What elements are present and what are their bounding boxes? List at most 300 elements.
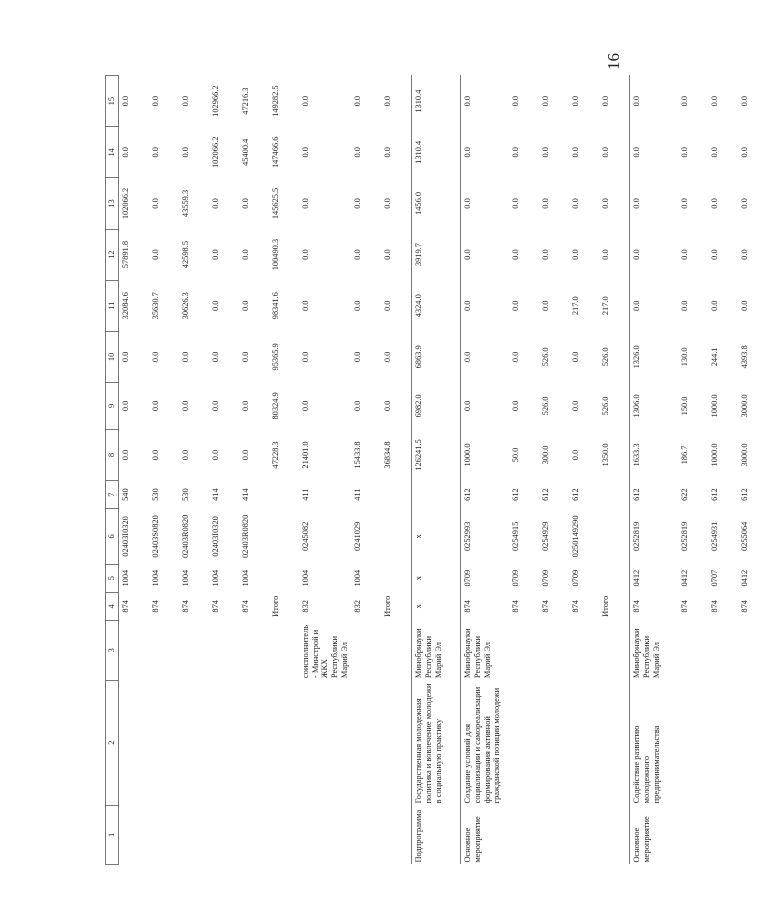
column-number-row: [106, 76, 119, 865]
table-cell: 0.0: [151, 95, 160, 107]
column-header: 12: [106, 229, 119, 280]
table-cell: 47228.3: [271, 441, 280, 469]
table-cell: [381, 620, 412, 680]
table-cell: 3000.0: [740, 443, 750, 467]
table-cell: 0.0: [241, 449, 250, 461]
column-header: 15: [106, 76, 119, 127]
table-cell: 0.0: [301, 351, 310, 363]
table-cell: 874: [710, 600, 720, 613]
table-row: [149, 76, 179, 865]
table-cell: 0.0: [151, 449, 160, 461]
table-cell: 1004: [121, 569, 130, 587]
table-row: [299, 76, 351, 865]
table-cell: 02403R0820: [181, 514, 190, 559]
table-row: [599, 76, 630, 865]
table-cell: 1004: [353, 569, 363, 587]
table-cell: 95365.9: [271, 343, 280, 371]
table-cell: [569, 805, 599, 864]
table-cell: 1310.4: [412, 76, 461, 127]
table-cell: [569, 620, 599, 680]
table-cell: 0.0: [383, 351, 393, 363]
table-cell: 0.0: [241, 249, 250, 260]
table-cell: 0.0: [680, 249, 690, 260]
table-cell: 1000.0: [461, 429, 510, 480]
table-cell: [599, 481, 630, 509]
table-cell: [209, 680, 239, 805]
table-cell: 02403R0820: [241, 514, 250, 559]
table-cell: 0.0: [601, 249, 611, 260]
table-cell: 0.0: [353, 147, 363, 158]
table-cell: 0.0: [383, 300, 393, 311]
table-row: [738, 76, 768, 865]
table-cell: 45400.4: [241, 138, 250, 166]
table-cell: 47216.3: [241, 87, 250, 115]
table-cell: 6863.9: [412, 331, 461, 382]
table-cell: 0.0: [181, 400, 190, 412]
table-cell: [149, 620, 179, 680]
table-row: [119, 76, 150, 865]
table-cell: 526.0: [541, 347, 551, 367]
table-cell: [269, 805, 299, 864]
table-cell: 0.0: [301, 95, 310, 107]
table-cell: 0254929: [541, 521, 551, 552]
table-cell: 0.0: [353, 400, 363, 412]
table-cell: Государственная молодежная политика и вовлечение молодежи в социальную практику: [412, 680, 461, 805]
table-cell: 0245082: [301, 521, 310, 552]
table-cell: 217.0: [601, 296, 611, 316]
table-cell: 217.0: [571, 296, 581, 316]
table-cell: 0.0: [353, 249, 363, 260]
table-cell: [412, 481, 461, 509]
table-cell: 612: [541, 488, 551, 501]
table-cell: [509, 680, 539, 805]
table-cell: [509, 620, 539, 680]
table-cell: 0.0: [121, 147, 130, 158]
table-cell: [599, 509, 630, 564]
table-cell: 0.0: [511, 300, 521, 311]
table-row: [630, 76, 679, 865]
table-cell: 130.0: [680, 347, 690, 367]
table-cell: 0.0: [241, 351, 250, 363]
table-cell: 0252993: [461, 509, 510, 564]
table-cell: 0.0: [710, 249, 720, 260]
table-cell: 0.0: [353, 95, 363, 107]
table-cell: 0.0: [181, 147, 190, 158]
table-cell: 0412: [680, 569, 690, 587]
table-cell: x: [412, 564, 461, 592]
table-cell: 0.0: [541, 198, 551, 209]
table-cell: Основное мероприятие: [461, 805, 510, 864]
table-cell: 0.0: [461, 280, 510, 331]
table-cell: [119, 680, 150, 805]
table-cell: 0.0: [383, 198, 393, 209]
table-cell: 0.0: [740, 198, 750, 209]
table-row: [239, 76, 269, 865]
table-cell: 0.0: [710, 300, 720, 311]
table-cell: [599, 564, 630, 592]
table-cell: 530: [151, 488, 160, 501]
table-cell: 612: [461, 481, 510, 509]
column-header: 2: [106, 680, 119, 805]
table-cell: 0.0: [181, 449, 190, 461]
table-cell: 0.0: [740, 249, 750, 260]
table-cell: 0.0: [680, 95, 690, 107]
table-cell: [209, 620, 239, 680]
table-cell: 1004: [181, 569, 190, 587]
table-cell: [119, 805, 150, 864]
table-cell: Минобрнауки Республики Марий Эл: [412, 620, 461, 680]
table-cell: 0.0: [601, 147, 611, 158]
table-cell: 0412: [740, 569, 750, 587]
table-cell: 526.0: [541, 396, 551, 416]
table-cell: 0.0: [461, 229, 510, 280]
table-cell: 411: [353, 488, 363, 501]
table-cell: 0709: [461, 564, 510, 592]
table-cell: 0.0: [511, 147, 521, 158]
table-cell: 0.0: [151, 147, 160, 158]
table-cell: 0707: [710, 569, 720, 587]
column-header: 7: [106, 481, 119, 509]
table-cell: 0.0: [301, 198, 310, 209]
table-cell: 0412: [630, 564, 679, 592]
table-cell: 126241.5: [412, 429, 461, 480]
table-row: [569, 76, 599, 865]
table-cell: 0.0: [740, 95, 750, 107]
table-cell: 98341.6: [271, 292, 280, 320]
table-cell: 145625.5: [271, 187, 280, 220]
table-cell: 0.0: [541, 249, 551, 260]
table-cell: [381, 509, 412, 564]
table-cell: 4393.8: [740, 345, 750, 369]
table-cell: 0.0: [181, 351, 190, 363]
table-cell: 612: [630, 481, 679, 509]
budget-table: [105, 75, 768, 865]
table-cell: [599, 620, 630, 680]
table-cell: 6982.0: [412, 382, 461, 429]
table-cell: 0.0: [710, 147, 720, 158]
table-cell: [708, 805, 738, 864]
table-cell: Подпрограмма: [412, 805, 461, 864]
table-cell: 0.0: [383, 95, 393, 107]
table-cell: 42598.5: [181, 240, 190, 269]
table-cell: 0252819: [630, 509, 679, 564]
column-header: 11: [106, 280, 119, 331]
table-cell: [239, 620, 269, 680]
table-cell: [569, 680, 599, 805]
table-cell: 0.0: [710, 95, 720, 107]
table-cell: [539, 620, 569, 680]
table-row: [269, 76, 299, 865]
table-cell: 02403I0320: [121, 516, 130, 557]
table-cell: 0254915: [511, 521, 521, 552]
table-row: [461, 76, 510, 865]
table-cell: 0.0: [301, 300, 310, 311]
table-cell: 612: [571, 488, 581, 501]
table-cell: 0250149290: [571, 515, 581, 558]
table-cell: 874: [571, 600, 581, 613]
column-header: 10: [106, 331, 119, 382]
table-cell: [269, 509, 299, 564]
table-row: [678, 76, 708, 865]
table-cell: 147466.6: [271, 136, 280, 169]
page-number: 16: [604, 53, 623, 70]
table-cell: x: [412, 509, 461, 564]
table-cell: 874: [461, 592, 510, 620]
table-cell: 102066.2: [121, 187, 130, 220]
table-cell: Итого: [383, 595, 393, 617]
table-cell: 36834.8: [383, 441, 393, 469]
table-body: [119, 76, 768, 865]
table-cell: 0709: [571, 569, 581, 587]
table-cell: [239, 805, 269, 864]
table-cell: 1004: [211, 569, 220, 587]
table-cell: 1004: [301, 569, 310, 587]
table-cell: 874: [211, 600, 220, 613]
table-cell: [209, 805, 239, 864]
table-cell: 0.0: [301, 147, 310, 158]
table-cell: 0.0: [571, 351, 581, 363]
table-cell: 540: [121, 488, 130, 501]
table-row: [539, 76, 569, 865]
table-cell: 0.0: [571, 449, 581, 461]
table-cell: 0255064: [740, 521, 750, 552]
table-cell: [678, 805, 708, 864]
table-cell: 3000.0: [740, 394, 750, 418]
table-cell: 0.0: [353, 198, 363, 209]
column-header: 6: [106, 509, 119, 564]
table-cell: 0.0: [241, 400, 250, 412]
table-cell: 43559.3: [181, 189, 190, 218]
table-cell: [299, 805, 351, 864]
table-cell: 0.0: [383, 147, 393, 158]
table-cell: 0.0: [571, 249, 581, 260]
table-cell: [381, 680, 412, 805]
table-cell: 0241029: [353, 521, 363, 552]
table-cell: 35630.7: [151, 292, 160, 320]
table-cell: 0.0: [461, 331, 510, 382]
table-cell: 0.0: [121, 449, 130, 461]
rotated-table-container: [105, 75, 750, 865]
table-cell: 21401.0: [301, 441, 310, 469]
table-cell: 0.0: [211, 300, 220, 311]
table-cell: 102066.2: [211, 136, 220, 169]
table-cell: 0.0: [121, 95, 130, 107]
table-cell: 1310.4: [412, 127, 461, 178]
table-cell: 526.0: [601, 347, 611, 367]
table-cell: [351, 620, 381, 680]
table-cell: 100490.3: [271, 238, 280, 271]
table-cell: 0.0: [541, 147, 551, 158]
table-row: [509, 76, 539, 865]
table-cell: [738, 805, 768, 864]
table-cell: 0.0: [121, 351, 130, 363]
table-cell: [539, 805, 569, 864]
table-cell: 0.0: [211, 351, 220, 363]
table-cell: 0.0: [121, 400, 130, 412]
table-cell: 1456.0: [412, 178, 461, 229]
table-cell: 1004: [151, 569, 160, 587]
table-cell: 0.0: [211, 198, 220, 209]
table-cell: 0.0: [571, 95, 581, 107]
table-cell: 874: [151, 600, 160, 613]
table-cell: 526.0: [601, 396, 611, 416]
table-cell: 414: [211, 488, 220, 501]
table-cell: 0.0: [383, 249, 393, 260]
table-cell: [738, 680, 768, 805]
table-cell: 414: [241, 488, 250, 501]
table-cell: 874: [740, 600, 750, 613]
table-cell: [599, 680, 630, 805]
table-cell: 874: [680, 600, 690, 613]
table-cell: 150.0: [680, 396, 690, 416]
table-cell: Итого: [271, 595, 280, 617]
table-cell: 612: [511, 488, 521, 501]
table-cell: [738, 620, 768, 680]
table-cell: 0.0: [511, 249, 521, 260]
table-cell: 832: [353, 600, 363, 613]
table-cell: [149, 680, 179, 805]
table-cell: 0.0: [710, 198, 720, 209]
table-cell: 0.0: [211, 449, 220, 461]
table-cell: [678, 620, 708, 680]
table-cell: [599, 805, 630, 864]
table-cell: 57891.8: [121, 240, 130, 269]
table-cell: [708, 620, 738, 680]
column-header: 14: [106, 127, 119, 178]
table-cell: 0.0: [740, 147, 750, 158]
table-cell: 612: [740, 488, 750, 501]
table-cell: 0709: [541, 569, 551, 587]
table-cell: Итого: [601, 595, 611, 617]
table-cell: 622: [680, 488, 690, 501]
table-cell: 0.0: [241, 300, 250, 311]
table-cell: 0.0: [181, 95, 190, 107]
table-cell: соисполнитель - Минстрой и ЖКХ Республики Марий Эл: [301, 624, 349, 679]
table-cell: [299, 680, 351, 805]
table-cell: 874: [181, 600, 190, 613]
table-cell: 874: [541, 600, 551, 613]
table-cell: 1633.3: [630, 429, 679, 480]
table-cell: [351, 805, 381, 864]
column-header: 1: [106, 805, 119, 864]
table-cell: [179, 680, 209, 805]
table-cell: 0.0: [461, 76, 510, 127]
table-cell: [179, 620, 209, 680]
table-cell: 0.0: [630, 76, 679, 127]
table-cell: Содействие развитию молодежного предпринимательства: [630, 680, 679, 805]
table-cell: 186.7: [680, 445, 690, 465]
table-cell: 149282.5: [271, 85, 280, 117]
table-cell: [269, 680, 299, 805]
table-cell: 0.0: [353, 351, 363, 363]
table-cell: 0709: [511, 569, 521, 587]
table-cell: 0.0: [511, 351, 521, 363]
table-cell: 1306.0: [630, 382, 679, 429]
table-cell: [381, 481, 412, 509]
table-cell: 874: [511, 600, 521, 613]
table-cell: 15433.8: [353, 441, 363, 469]
table-cell: 02403S0820: [151, 515, 160, 558]
table-cell: 4324.0: [412, 280, 461, 331]
table-cell: 874: [121, 600, 130, 613]
table-row: [351, 76, 381, 865]
table-row: [179, 76, 209, 865]
table-cell: [381, 564, 412, 592]
table-row: [209, 76, 239, 865]
table-cell: 1350.0: [601, 443, 611, 467]
table-cell: 530: [181, 488, 190, 501]
table-cell: 0.0: [680, 198, 690, 209]
column-header: 4: [106, 592, 119, 620]
table-cell: [179, 805, 209, 864]
table-cell: [269, 481, 299, 509]
table-cell: 3919.7: [412, 229, 461, 280]
table-cell: 32084.6: [121, 292, 130, 320]
table-cell: 0.0: [301, 400, 310, 412]
table-cell: 0.0: [151, 249, 160, 260]
table-cell: [239, 680, 269, 805]
table-cell: 0.0: [151, 351, 160, 363]
table-cell: 0252819: [680, 521, 690, 552]
table-cell: 411: [301, 488, 310, 501]
table-cell: 874: [241, 600, 250, 613]
table-cell: 0.0: [461, 382, 510, 429]
table-cell: [381, 805, 412, 864]
table-cell: 0.0: [151, 198, 160, 209]
table-cell: 0.0: [301, 249, 310, 260]
table-cell: 30626.3: [181, 292, 190, 320]
table-cell: 0.0: [541, 300, 551, 311]
table-cell: 0.0: [630, 127, 679, 178]
table-cell: [119, 620, 150, 680]
table-cell: Создание условий для социализации и самореализации формирования активной гражданской позиции молодежи: [461, 680, 510, 805]
table-cell: [269, 620, 299, 680]
table-cell: 0.0: [630, 178, 679, 229]
table-cell: x: [412, 592, 461, 620]
table-cell: 0.0: [680, 300, 690, 311]
table-cell: 02403I0320: [211, 516, 220, 557]
table-cell: 0.0: [571, 147, 581, 158]
table-cell: 1004: [241, 569, 250, 587]
table-cell: 50.0: [511, 447, 521, 463]
table-cell: 0.0: [740, 300, 750, 311]
table-row: [381, 76, 412, 865]
table-cell: 1326.0: [630, 331, 679, 382]
table-cell: 0.0: [151, 400, 160, 412]
table-cell: 612: [710, 488, 720, 501]
column-header: 8: [106, 429, 119, 480]
table-cell: 0.0: [211, 400, 220, 412]
column-header: 9: [106, 382, 119, 429]
table-cell: [509, 805, 539, 864]
table-cell: 0.0: [461, 178, 510, 229]
table-cell: [539, 680, 569, 805]
table-cell: 0.0: [211, 249, 220, 260]
table-cell: 0.0: [571, 198, 581, 209]
table-row: [412, 76, 461, 865]
table-cell: 0.0: [601, 198, 611, 209]
table-cell: [351, 680, 381, 805]
table-cell: 0.0: [601, 95, 611, 107]
table-cell: 874: [630, 592, 679, 620]
column-header: 5: [106, 564, 119, 592]
table-cell: [269, 564, 299, 592]
table-cell: 0254931: [710, 521, 720, 552]
table-cell: Основное мероприятие: [630, 805, 679, 864]
table-cell: 0.0: [383, 400, 393, 412]
table-cell: Минобрнауки Республики Марий Эл: [630, 620, 679, 680]
column-header: 3: [106, 620, 119, 680]
